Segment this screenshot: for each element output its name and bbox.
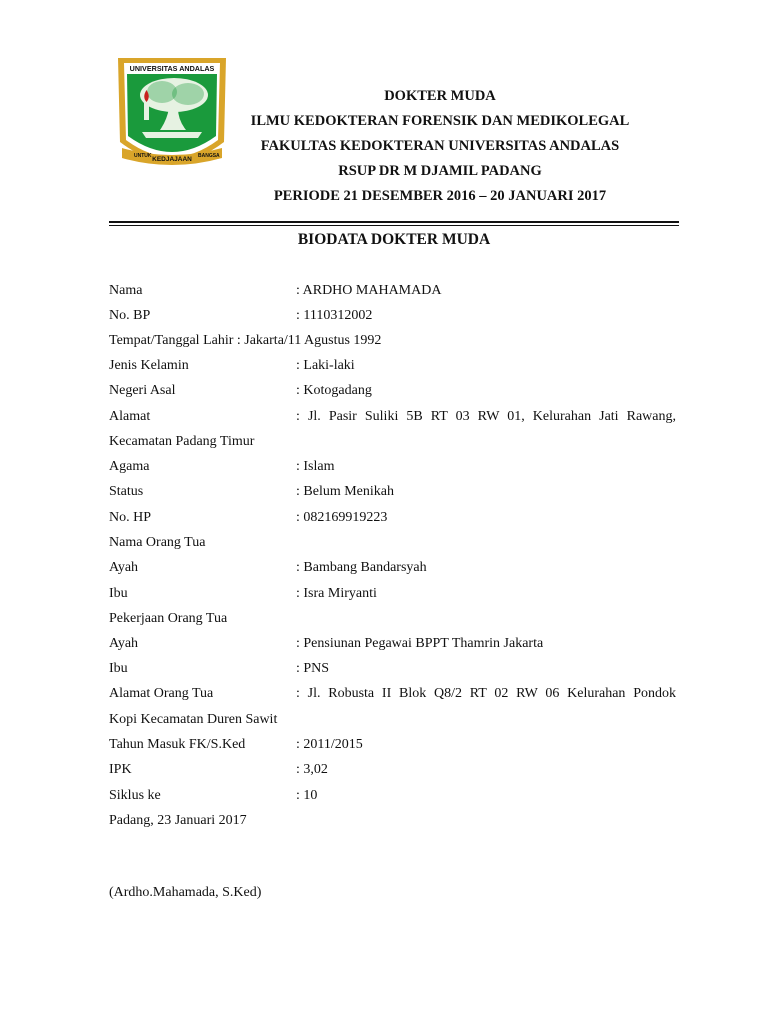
- value-jenis-kelamin: : Laki-laki: [296, 358, 355, 373]
- label-alamat-orang-tua: Alamat Orang Tua: [109, 686, 214, 701]
- value-ipk: : 3,02: [296, 762, 328, 777]
- label-ayah-pekerjaan: Ayah: [109, 636, 139, 651]
- header-line-1: DOKTER MUDA: [384, 88, 496, 104]
- label-no-hp: No. HP: [109, 510, 152, 525]
- label-siklus: Siklus ke: [109, 788, 161, 803]
- header-divider-thick: [109, 221, 679, 223]
- logo-ribbon-center: KEDJAJAAN: [152, 156, 192, 163]
- logo-ribbon-right: BANGSA: [198, 153, 220, 159]
- value-siklus: : 10: [296, 788, 318, 803]
- place-date: Padang, 23 Januari 2017: [109, 813, 247, 828]
- value-nama: : ARDHO MAHAMADA: [296, 283, 442, 298]
- label-ipk: IPK: [109, 762, 132, 777]
- label-alamat: Alamat: [109, 409, 151, 424]
- logo-ribbon-left: UNTUK: [134, 153, 152, 159]
- value-tahun-masuk: : 2011/2015: [296, 737, 363, 752]
- value-alamat-orang-tua: : Jl. Robusta II Blok Q8/2 RT 02 RW 06 Kelurahan Pondok: [296, 686, 676, 701]
- label-negeri-asal: Negeri Asal: [109, 383, 176, 398]
- header-line-5: PERIODE 21 DESEMBER 2016 – 20 JANUARI 2017: [273, 188, 607, 204]
- value-ayah-pekerjaan: : Pensiunan Pegawai BPPT Thamrin Jakarta: [296, 636, 544, 651]
- value-ibu-pekerjaan: : PNS: [296, 661, 330, 676]
- value-no-hp: : 082169919223: [296, 510, 388, 525]
- label-jenis-kelamin: Jenis Kelamin: [109, 358, 189, 373]
- value-ibu: : Isra Miryanti: [296, 586, 377, 601]
- label-ibu-pekerjaan: Ibu: [109, 661, 128, 676]
- label-nobp: No. BP: [109, 308, 151, 323]
- header-line-4: RSUP DR M DJAMIL PADANG: [338, 163, 542, 179]
- signature-name: (Ardho.Mahamada, S.Ked): [109, 885, 262, 900]
- value-negeri-asal: : Kotogadang: [296, 383, 372, 398]
- value-alamat-continued: Kecamatan Padang Timur: [109, 434, 255, 449]
- header-divider-thin: [109, 225, 679, 226]
- label-status: Status: [109, 484, 144, 499]
- value-alamat: : Jl. Pasir Suliki 5B RT 03 RW 01, Kelurahan Jati Rawang,: [296, 409, 676, 424]
- heading-pekerjaan-orang-tua: Pekerjaan Orang Tua: [109, 611, 228, 626]
- document-title: BIODATA DOKTER MUDA: [297, 231, 491, 248]
- row-ttl: Tempat/Tanggal Lahir : Jakarta/11 Agustus 1992: [109, 333, 382, 348]
- header-line-3: FAKULTAS KEDOKTERAN UNIVERSITAS ANDALAS: [260, 138, 620, 154]
- heading-nama-orang-tua: Nama Orang Tua: [109, 535, 206, 550]
- value-nobp: : 1110312002: [296, 308, 373, 323]
- value-ayah: : Bambang Bandarsyah: [296, 560, 427, 575]
- header-line-2: ILMU KEDOKTERAN FORENSIK DAN MEDIKOLEGAL: [250, 113, 630, 129]
- label-nama: Nama: [109, 283, 143, 298]
- value-agama: : Islam: [296, 459, 335, 474]
- label-tahun-masuk: Tahun Masuk FK/S.Ked: [109, 737, 246, 752]
- label-ayah: Ayah: [109, 560, 139, 575]
- value-alamat-orang-tua-continued: Kopi Kecamatan Duren Sawit: [109, 712, 278, 727]
- logo-top-text: UNIVERSITAS ANDALAS: [129, 64, 215, 73]
- label-ibu: Ibu: [109, 586, 128, 601]
- value-status: : Belum Menikah: [296, 484, 394, 499]
- label-agama: Agama: [109, 459, 150, 474]
- university-logo: [112, 50, 232, 175]
